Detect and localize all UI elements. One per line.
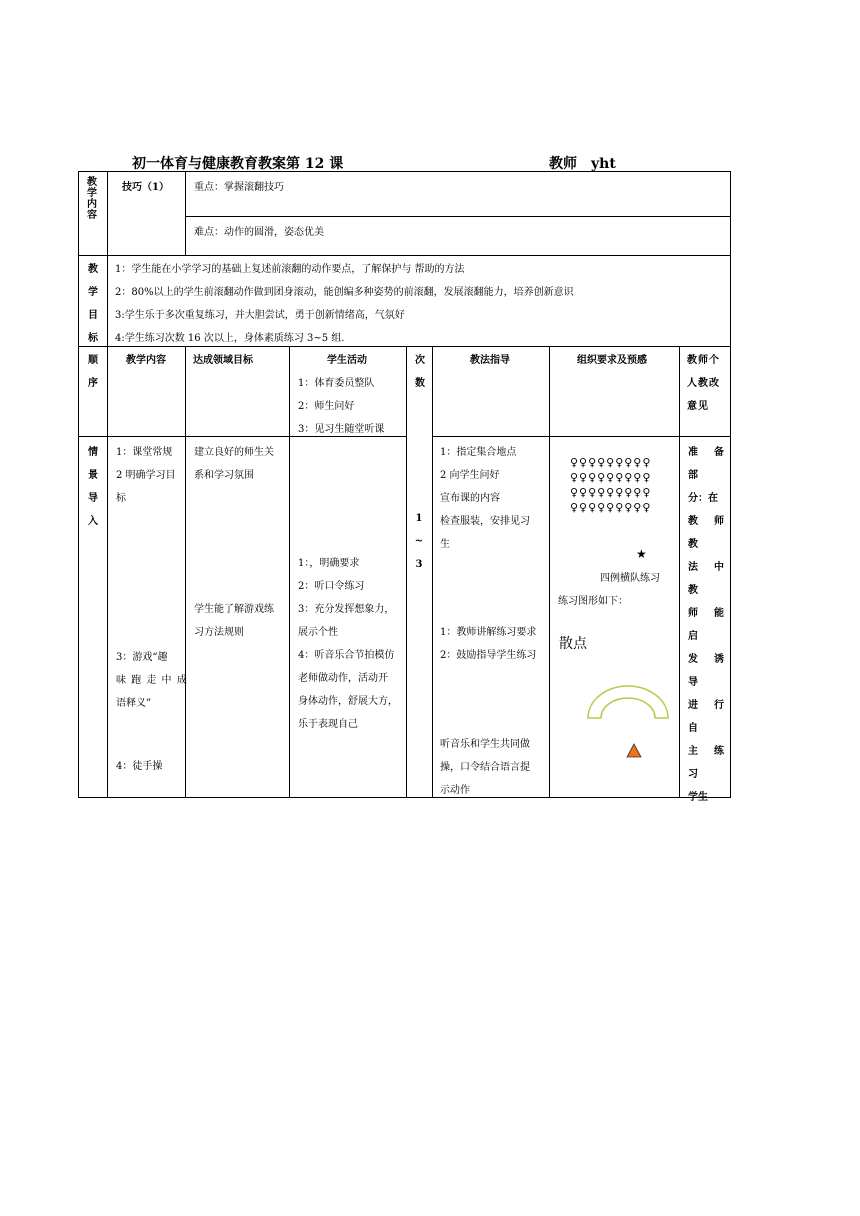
col-divider xyxy=(107,346,108,798)
objective-item: 3:学生乐于多次重复练习，并大胆尝试，勇于创新情绪高，气氛好 xyxy=(115,310,405,321)
opinion-line: 法 中 教 xyxy=(688,562,724,596)
activity-item: 1：体育委员整队 xyxy=(298,378,375,389)
org-text: 四例横队练习 xyxy=(600,573,660,584)
teacher-triangle-icon xyxy=(627,744,641,757)
col-divider xyxy=(107,255,108,346)
opinion-line: 准 备 部 xyxy=(688,447,724,481)
opinion-line: 师 能 启 xyxy=(688,608,724,642)
objective-item: 1：学生能在小学学习的基础上复述前滚翻的动作要点，了解保护与 帮助的方法 xyxy=(115,264,465,275)
col-divider xyxy=(185,346,186,798)
objective-item: 4:学生练习次数 16 次以上，身体素质练习 3~5 组. xyxy=(115,333,345,344)
method-item: 2 向学生问好 xyxy=(440,470,500,481)
count-part: 3 xyxy=(415,559,423,570)
objectives-label: 教 学 目 标 xyxy=(88,264,98,344)
col-divider xyxy=(289,346,290,798)
method-item: 1：教师讲解练习要求 xyxy=(440,627,537,638)
col-divider xyxy=(679,346,680,798)
header-order: 顺 序 xyxy=(88,355,98,389)
method-item: 听音乐和学生共同做 xyxy=(440,739,530,750)
activity-item: 4：听音乐合节拍模仿 xyxy=(298,650,395,661)
formation-row: ♀♀♀♀♀♀♀♀♀ xyxy=(570,471,652,484)
arc-formation-diagram xyxy=(583,680,673,770)
teacher-name: yht xyxy=(591,156,616,172)
org-text: 练习图形如下： xyxy=(558,596,628,607)
section-order: 情 景 导 入 xyxy=(88,447,98,527)
method-item: 生 xyxy=(440,539,450,550)
method-item: 宣布课的内容 xyxy=(440,493,500,504)
formation-row: ♀♀♀♀♀♀♀♀♀ xyxy=(570,486,652,499)
activity-item: 展示个性 xyxy=(298,627,338,638)
content-label: 教 学 内 容 xyxy=(87,177,97,221)
row-divider xyxy=(78,255,731,256)
header-activity: 学生活动 xyxy=(327,355,367,366)
teacher-label: 教师 xyxy=(549,156,577,172)
formation-diagram xyxy=(570,455,651,515)
method-item: 1：指定集合地点 xyxy=(440,447,517,458)
content-item: 标 xyxy=(116,493,126,504)
content-item: 味 跑 走 中 成 xyxy=(116,675,188,686)
count-part: 1 xyxy=(415,513,423,524)
activity-item: 身体动作，舒展大方， xyxy=(298,696,398,707)
arc-shape xyxy=(588,686,668,718)
col-divider xyxy=(185,171,186,255)
row-divider xyxy=(185,216,731,217)
opinion-line: 分：在 xyxy=(688,493,718,504)
difficulty: 难点：动作的圆滑，姿态优美 xyxy=(194,227,324,238)
activity-item: 3：见习生随堂听课 xyxy=(298,424,385,435)
teacher-line xyxy=(549,153,616,173)
activity-item: 1：，明确要求 xyxy=(298,558,360,569)
header-content: 教学内容 xyxy=(126,355,166,366)
lesson-title: 初一体育与健康教育教案第 12 课 xyxy=(132,156,344,172)
goal-item: 系和学习氛围 xyxy=(194,470,254,481)
opinion-line: 教 师 教 xyxy=(688,516,724,550)
scatter-label: 散点 xyxy=(559,636,587,652)
content-item: 3：游戏“趣 xyxy=(116,652,168,663)
formation-row: ♀♀♀♀♀♀♀♀♀ xyxy=(570,501,652,514)
activity-item: 乐于表现自己 xyxy=(298,719,358,730)
method-item: 操，口令结合语言提 xyxy=(440,762,530,773)
activity-item: 2：师生问好 xyxy=(298,401,355,412)
method-item: 检查服装，安排见习 xyxy=(440,516,530,527)
opinion-line: 主 练 习 xyxy=(688,746,724,780)
col-divider xyxy=(107,171,108,255)
activity-item: 3：充分发挥想象力， xyxy=(298,604,395,615)
activity-item: 2：听口令练习 xyxy=(298,581,365,592)
header-method: 教法指导 xyxy=(470,355,510,366)
objective-item: 2：80%以上的学生前滚翻动作做到团身滚动，能创编多种姿势的前滚翻，发展滚翻能力，培养创新意识 xyxy=(115,287,574,298)
method-item: 示动作 xyxy=(440,785,470,796)
method-item: 2：鼓励指导学生练习 xyxy=(440,650,537,661)
col-divider xyxy=(432,346,433,798)
goal-item: 学生能了解游戏练 xyxy=(194,604,274,615)
goal-item: 建立良好的师生关 xyxy=(194,447,274,458)
content-item: 1：课堂常规 xyxy=(116,447,173,458)
teacher-star-icon: ★ xyxy=(636,547,647,561)
header-organization: 组织要求及预感 xyxy=(577,355,647,366)
opinion-text xyxy=(688,441,724,809)
header-count: 次 数 xyxy=(415,355,425,389)
col-divider xyxy=(406,346,407,798)
row-divider xyxy=(432,436,731,437)
content-topic: 技巧（1） xyxy=(122,182,169,193)
opinion-line: 进 行 自 xyxy=(688,700,724,734)
header-goals: 达成领域目标 xyxy=(193,355,253,366)
opinion-line: 学生 xyxy=(688,792,708,803)
key-point: 重点：掌握滚翻技巧 xyxy=(194,182,284,193)
content-item: 语释义” xyxy=(116,698,152,709)
activity-item: 老师做动作，活动开 xyxy=(298,673,388,684)
opinion-line: 发 诱 导 xyxy=(688,654,724,688)
content-item: 2 明确学习目 xyxy=(116,470,176,481)
content-item: 4：徒手操 xyxy=(116,761,163,772)
header-opinion: 教师个人教改意见 xyxy=(687,355,720,412)
col-divider xyxy=(549,346,550,798)
count-part: ~ xyxy=(414,536,424,547)
goal-item: 习方法规则 xyxy=(194,627,244,638)
formation-row: ♀♀♀♀♀♀♀♀♀ xyxy=(570,456,652,469)
count-value xyxy=(413,507,425,576)
